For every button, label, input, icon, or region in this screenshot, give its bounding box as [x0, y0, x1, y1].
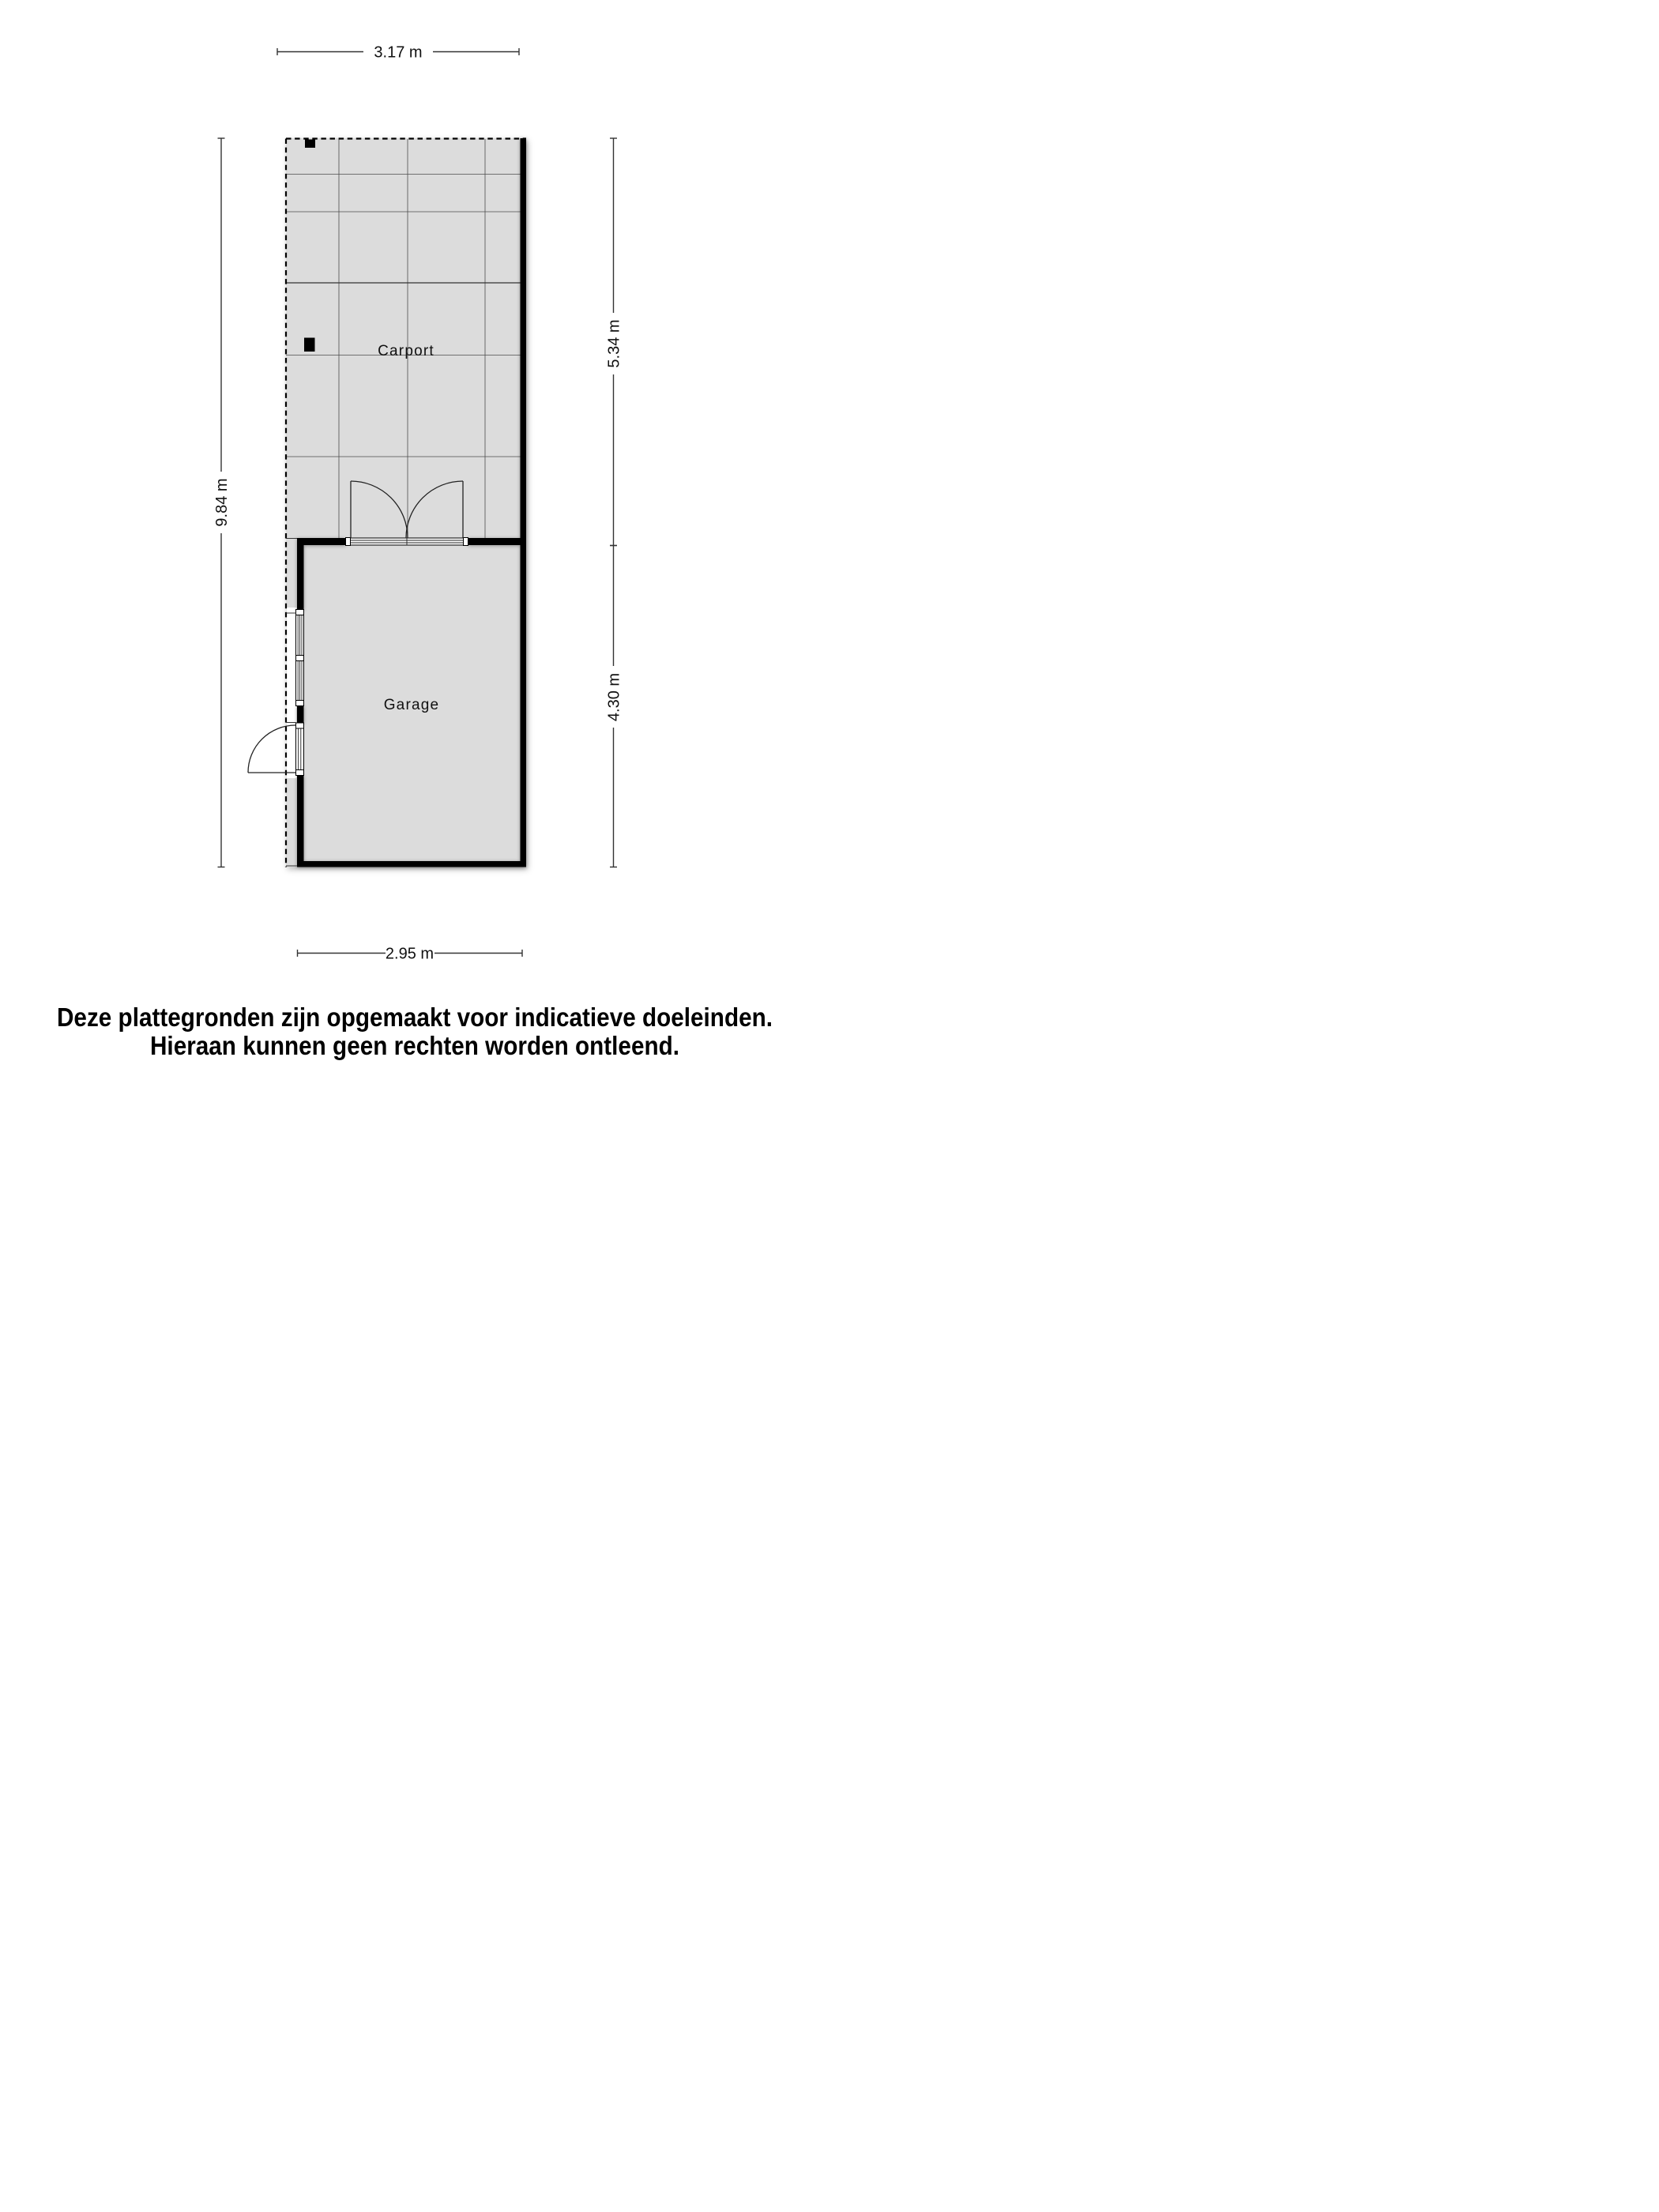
dimension-bottom-label: 2.95 m: [385, 945, 434, 963]
dimension-top: [277, 44, 519, 62]
garage-window: [296, 610, 304, 706]
dimension-right-upper-label: 5.34 m: [605, 319, 623, 368]
wall-opening-clearance: [287, 608, 297, 778]
floorplan-svg: [0, 0, 830, 1106]
carport-room-label: Carport: [378, 343, 434, 359]
floor-slab: [286, 138, 526, 867]
dimension-right-lower-label: 4.30 m: [605, 672, 623, 722]
disclaimer-line-1: Deze plattegronden zijn opgemaakt voor indicatieve doeleinden.: [56, 1003, 773, 1032]
dimension-left-label: 9.84 m: [213, 478, 231, 527]
disclaimer-line-2: Hieraan kunnen geen rechten worden ontleend.: [149, 1031, 680, 1060]
carport-post-middle: [304, 338, 315, 352]
carport-post-top: [305, 140, 315, 149]
dimension-top-label: 3.17 m: [374, 43, 423, 62]
garage-room-label: Garage: [383, 697, 440, 713]
dimension-right-lower: [606, 546, 623, 867]
dimension-right-upper: [606, 138, 623, 546]
dimension-left: [213, 138, 231, 867]
dimension-bottom: [298, 946, 523, 963]
